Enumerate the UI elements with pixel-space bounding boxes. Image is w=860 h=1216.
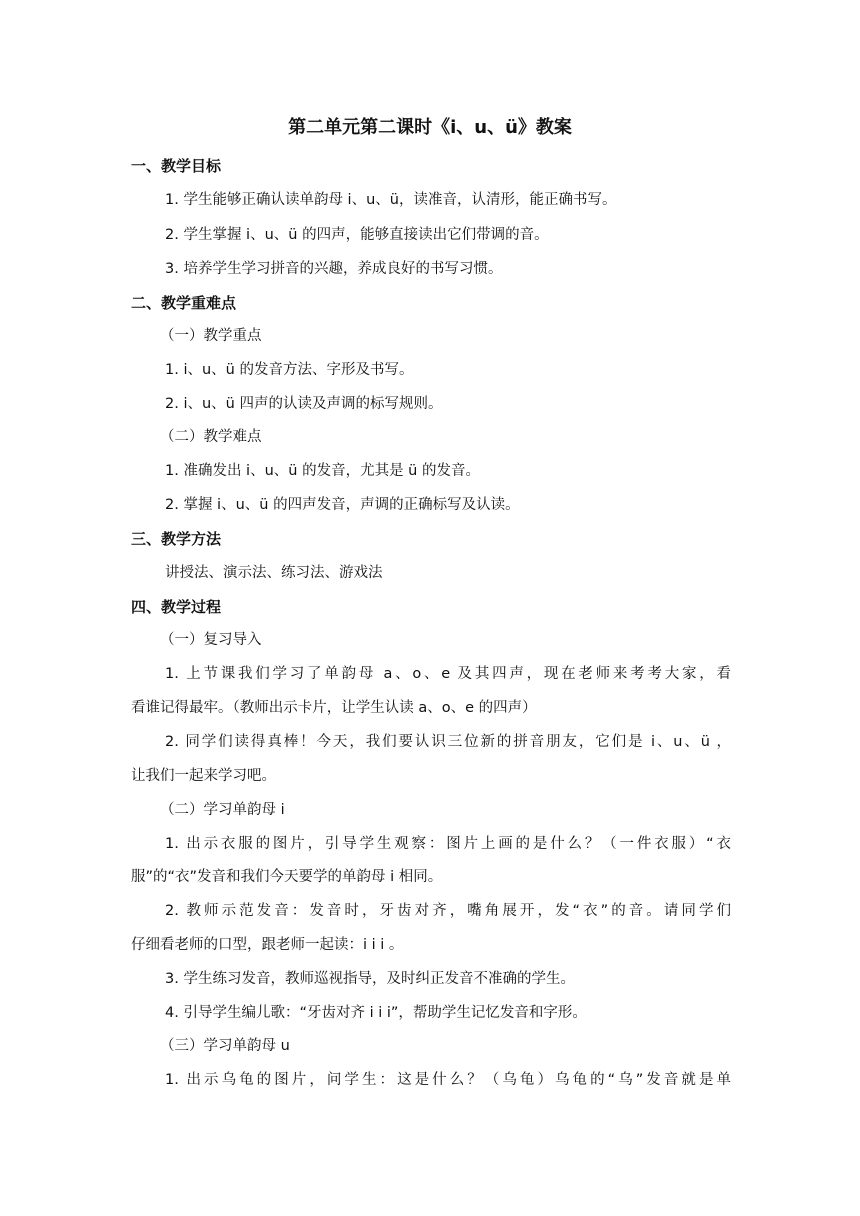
paragraph-line: 1. 准确发出 i、u、ü 的发音，尤其是 ü 的发音。: [165, 463, 480, 479]
section-heading-keypoints: 二、教学重难点: [131, 294, 237, 312]
paragraph-line: 服”的“衣”发音和我们今天要学的单韵母 i 相同。: [131, 869, 443, 885]
paragraph-line: 看谁记得最牢。（教师出示卡片，让学生认读 a、o、e 的四声）: [131, 700, 537, 716]
subheading: （一）教学重点: [160, 328, 262, 344]
paragraph-line: 2. 教师示范发音：发音时，牙齿对齐，嘴角展开，发“衣”的音。请同学们: [165, 903, 731, 919]
paragraph-line: 仔细看老师的口型，跟老师一起读：i i i 。: [131, 937, 404, 953]
subheading: （三）学习单韵母 u: [160, 1038, 290, 1054]
subheading: （一）复习导入: [160, 632, 262, 648]
section-heading-process: 四、教学过程: [131, 598, 222, 616]
paragraph-line: 1. 上节课我们学习了单韵母 a、o、e 及其四声，现在老师来考考大家，看: [165, 666, 731, 682]
paragraph-line: 1. i、u、ü 的发音方法、字形及书写。: [165, 362, 414, 378]
paragraph-line: 3. 学生练习发音，教师巡视指导，及时纠正发音不准确的学生。: [165, 971, 575, 987]
paragraph-line: 1. 出示衣服的图片，引导学生观察：图片上画的是什么？（一件衣服）“衣: [165, 836, 731, 852]
paragraph-line: 1. 出示乌龟的图片，问学生：这是什么？（乌龟）乌龟的“乌”发音就是单: [165, 1072, 731, 1088]
paragraph-line: 2. i、u、ü 四声的认读及声调的标写规则。: [165, 396, 443, 412]
section-heading-goals: 一、教学目标: [131, 157, 222, 175]
paragraph-line: 2. 掌握 i、u、ü 的四声发音，声调的正确标写及认读。: [165, 497, 520, 513]
section-heading-methods: 三、教学方法: [131, 530, 222, 548]
paragraph-line: 1. 学生能够正确认读单韵母 i、u、ü，读准音，认清形，能正确书写。: [165, 192, 617, 208]
subheading: （二）学习单韵母 i: [160, 802, 285, 818]
paragraph-line: 4. 引导学生编儿歌：“牙齿对齐 i i i”，帮助学生记忆发音和字形。: [165, 1005, 587, 1021]
subheading: （二）教学难点: [160, 429, 262, 445]
paragraph-line: 讲授法、演示法、练习法、游戏法: [165, 565, 383, 581]
paragraph-line: 让我们一起来学习吧。: [131, 768, 276, 784]
document-title: 第二单元第二课时《i、u、ü》教案: [288, 117, 572, 138]
paragraph-line: 3. 培养学生学习拼音的兴趣，养成良好的书写习惯。: [165, 261, 503, 277]
paragraph-line: 2. 同学们读得真棒！今天，我们要认识三位新的拼音朋友，它们是 i、u、ü ，: [165, 734, 731, 750]
paragraph-line: 2. 学生掌握 i、u、ü 的四声，能够直接读出它们带调的音。: [165, 227, 549, 243]
